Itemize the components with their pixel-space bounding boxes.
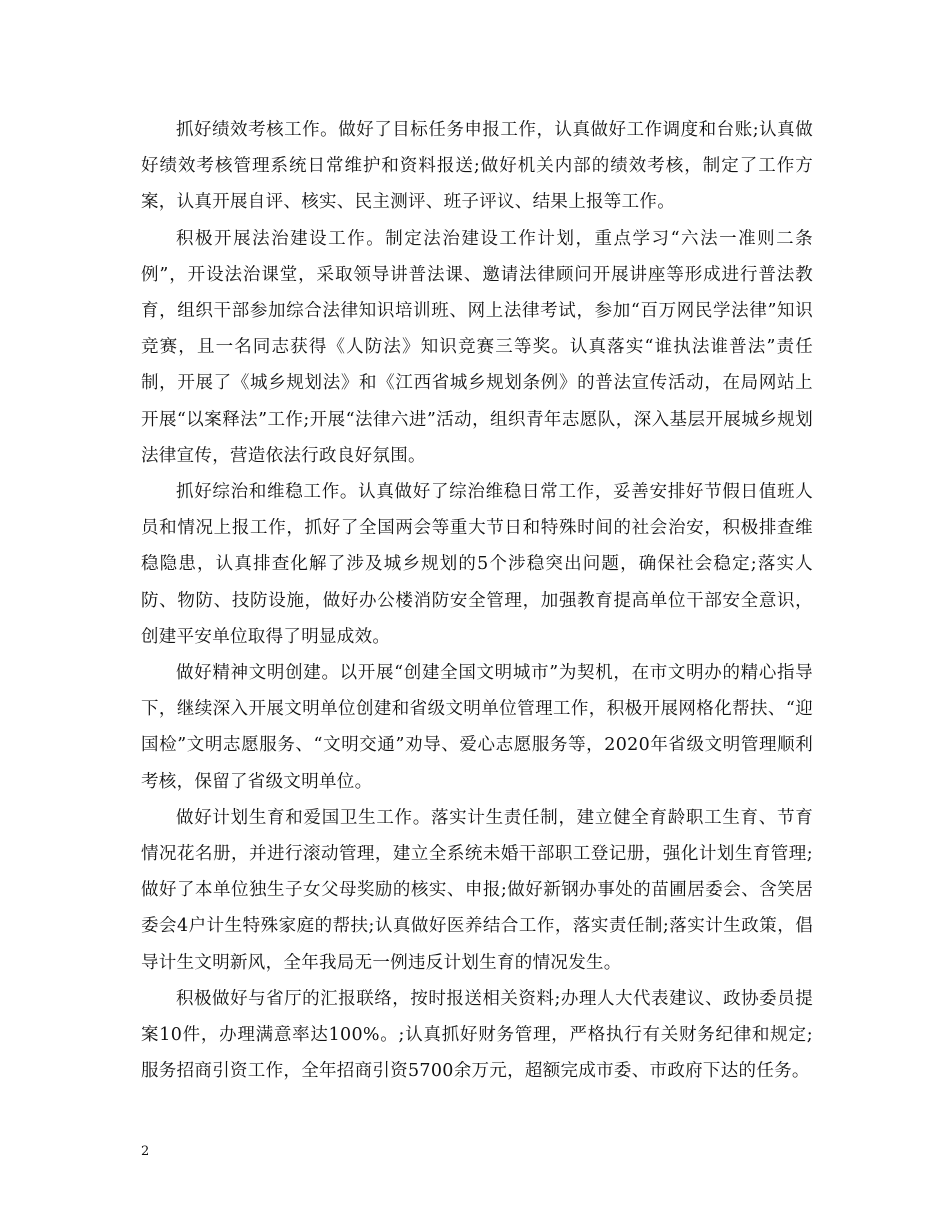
paragraph-performance-assessment: 抓好绩效考核工作。做好了目标任务申报工作，认真做好工作调度和台账;认真做好绩效考核管理系统日常维护和资料报送;做好机关内部的绩效考核，制定了工作方案，认真开展自评、核实、民主测评、班子评议、结果上报等工作。 <box>141 120 813 213</box>
paragraph-civilization-building: 做好精神文明创建。以开展“创建全国文明城市”为契机，在市文明办的精心指导下，继续深入开展文明单位创建和省级文明单位管理工作，积极开展网格化帮扶、“迎国检”文明志愿服务、“文明交通”劝导、爱心志愿服务等，2020年省级文明管理顺利考核，保留了省级文明单位。 <box>141 663 813 792</box>
paragraph-stability-maintenance: 抓好综治和维稳工作。认真做好了综治维稳日常工作，妥善安排好节假日值班人员和情况上报工作，抓好了全国两会等重大节日和特殊时间的社会治安，积极排查维稳隐患，认真排查化解了涉及城乡规划的5个涉稳突出问题，确保社会稳定;落实人防、物防、技防设施，做好办公楼消防安全管理，加强教育提高单位干部安全意识，创建平安单位取得了明显成效。 <box>141 482 813 647</box>
paragraph-rule-of-law: 积极开展法治建设工作。制定法治建设工作计划，重点学习“六法一准则二条例”，开设法治课堂，采取领导讲普法课、邀请法律顾问开展讲座等形成进行普法教育，组织干部参加综合法律知识培训班、网上法律考试，参加“百万网民学法律”知识竞赛，且一名同志获得《人防法》知识竞赛三等奖。认真落实“谁执法谁普法”责任制，开展了《城乡规划法》和《江西省城乡规划条例》的普法宣传活动，在局网站上开展“以案释法”工作;开展“法律六进”活动，组织青年志愿队，深入基层开展城乡规划法律宣传，营造依法行政良好氛围。 <box>141 228 813 466</box>
paragraph-reporting-liaison: 积极做好与省厅的汇报联络，按时报送相关资料;办理人大代表建议、政协委员提案10件，办理满意率达100%。;认真抓好财务管理，严格执行有关财务纪律和规定;服务招商引资工作，全年招商引资5700余万元，超额完成市委、市政府下达的任务。 <box>141 988 813 1082</box>
page-number: 2 <box>141 1144 150 1159</box>
paragraph-family-planning: 做好计划生育和爱国卫生工作。落实计生责任制，建立健全育龄职工生育、节育情况花名册，并进行滚动管理，建立全系统未婚干部职工登记册，强化计划生育管理;做好了本单位独生子女父母奖励的核实、申报;做好新钢办事处的苗圃居委会、含笑居委会4户计生特殊家庭的帮扶;认真做好医养结合工作，落实责任制;落实计生政策，倡导计生文明新风，全年我局无一例违反计划生育的情况发生。 <box>141 807 813 973</box>
document-body <box>141 112 813 1089</box>
